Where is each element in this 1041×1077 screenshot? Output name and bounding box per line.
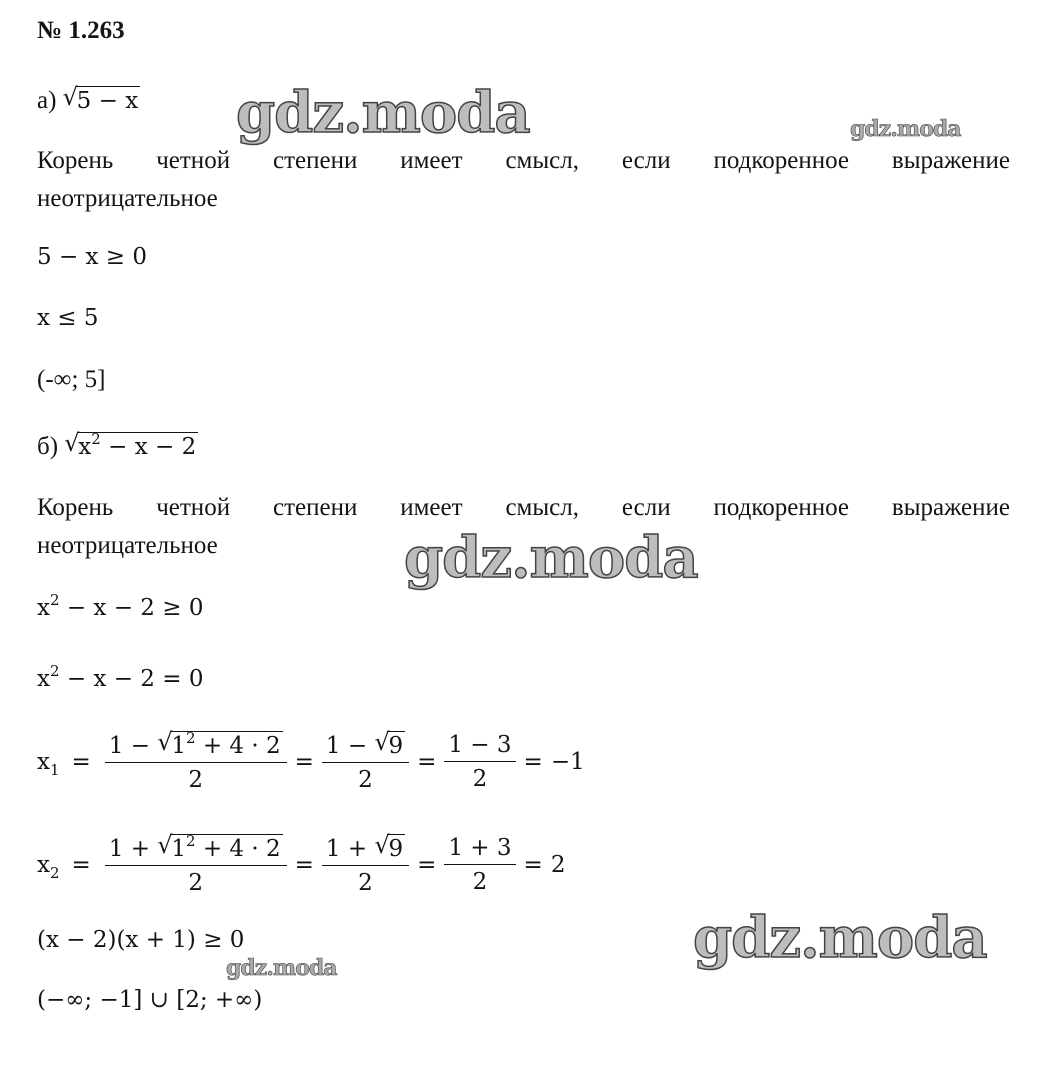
problem-number: № 1.263 xyxy=(37,17,125,44)
x2-fraction-3: $\frac{1 + 3}{2}$ xyxy=(444,835,515,895)
x1-fraction-2: 1 − √ 9 2 xyxy=(322,731,409,793)
part-a-step1: 5 − x ≥ 0 xyxy=(37,244,148,270)
watermark-1: gdz.moda xyxy=(236,80,530,146)
watermark-5: gdz.moda xyxy=(226,955,337,981)
part-b-answer: (−∞; −1] ∪ [2; +∞) xyxy=(37,987,263,1013)
x1-fraction-3: $\frac{1 - 3}{2}$ xyxy=(444,732,515,792)
watermark-2: gdz.moda xyxy=(850,116,961,142)
part-a-note-line1: Корень четной степени имеет смысл, если подкоренное выражение xyxy=(37,147,1010,174)
part-b-note-line2: неотрицательное xyxy=(37,532,218,559)
part-b-factored: (x − 2)(x + 1) ≥ 0 xyxy=(37,927,245,953)
x2-result: 2 xyxy=(550,852,566,878)
part-a-label: а) xyxy=(37,87,57,114)
x2-fraction-2: 1 + √ 9 2 xyxy=(322,834,409,896)
part-b-note-line1: Корень четной степени имеет смысл, если подкоренное выражение xyxy=(37,494,1010,521)
part-a-step2: x ≤ 5 xyxy=(37,305,99,331)
part-b-label: б) xyxy=(37,433,59,460)
x1-result: −1 xyxy=(550,749,585,775)
root-x2-line: $x_2$ = 1 + √ $1^2 + 4 \cdot 2$ 2 = 1 + √ 9 2 = $\frac{1 + 3}{2}$ = 2 xyxy=(37,831,566,896)
watermark-3: gdz.moda xyxy=(404,525,698,591)
x1-var: $x_1$ xyxy=(37,749,60,779)
x2-fraction-1: 1 + √ $1^2 + 4 \cdot 2$ 2 xyxy=(105,834,287,896)
root-x1-line: $x_1$ = 1 − √ $1^2 + 4 \cdot 2$ 2 = 1 − √ 9 2 = $\frac{1 - 3}{2}$ = −1 xyxy=(37,728,585,793)
part-b-radical: √ $x^2 - x - 2$ xyxy=(64,429,197,460)
x1-fraction-1: 1 − √ $1^2 + 4 \cdot 2$ 2 xyxy=(105,731,287,793)
part-a-note-line2: неотрицательное xyxy=(37,185,218,212)
x2-var: $x_2$ xyxy=(37,852,60,882)
part-a-note xyxy=(37,142,1010,218)
part-a-header xyxy=(37,83,140,116)
part-a-radical: √ 5 − x xyxy=(62,83,139,114)
part-b-equation: $x^2 - x - 2 = 0$ xyxy=(37,662,204,692)
part-a-answer: (-∞; 5] xyxy=(37,366,106,393)
watermark-4: gdz.moda xyxy=(693,905,987,971)
part-b-inequality: $x^2 - x - 2 \ge 0$ xyxy=(37,591,204,621)
part-b-header xyxy=(37,429,198,462)
